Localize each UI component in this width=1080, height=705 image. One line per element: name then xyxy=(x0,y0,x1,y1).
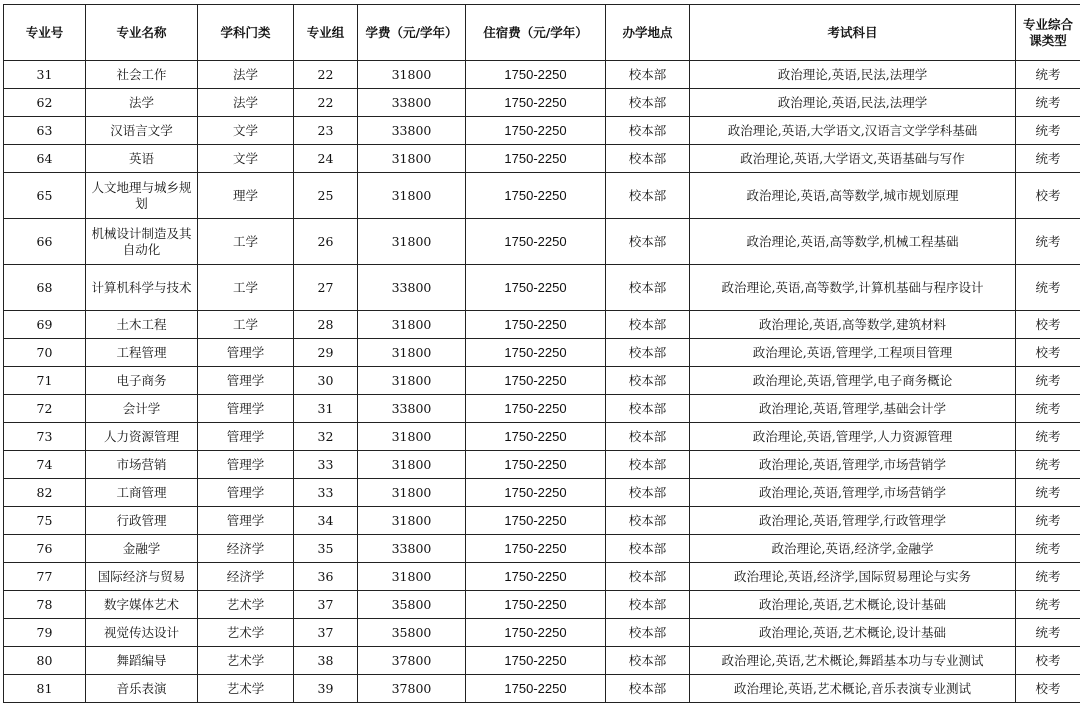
cell-category: 法学 xyxy=(198,61,294,89)
cell-category: 艺术学 xyxy=(198,591,294,619)
cell-subjects: 政治理论,英语,艺术概论,设计基础 xyxy=(690,619,1016,647)
cell-code: 73 xyxy=(4,423,86,451)
cell-lodging: 1750-2250 xyxy=(466,563,606,591)
cell-category: 文学 xyxy=(198,117,294,145)
cell-name: 英语 xyxy=(86,145,198,173)
cell-category: 管理学 xyxy=(198,479,294,507)
cell-tuition: 35800 xyxy=(358,591,466,619)
cell-lodging: 1750-2250 xyxy=(466,619,606,647)
cell-name: 会计学 xyxy=(86,395,198,423)
cell-subjects: 政治理论,英语,高等数学,城市规划原理 xyxy=(690,173,1016,219)
cell-type: 统考 xyxy=(1016,451,1080,479)
cell-code: 78 xyxy=(4,591,86,619)
cell-location: 校本部 xyxy=(606,339,690,367)
cell-subjects: 政治理论,英语,管理学,行政管理学 xyxy=(690,507,1016,535)
cell-name: 电子商务 xyxy=(86,367,198,395)
cell-group: 39 xyxy=(294,675,358,703)
cell-type: 统考 xyxy=(1016,619,1080,647)
cell-type: 统考 xyxy=(1016,265,1080,311)
table-row xyxy=(4,507,1080,535)
cell-tuition: 31800 xyxy=(358,219,466,265)
cell-category: 管理学 xyxy=(198,367,294,395)
cell-subjects: 政治理论,英语,大学语文,英语基础与写作 xyxy=(690,145,1016,173)
cell-code: 79 xyxy=(4,619,86,647)
cell-code: 62 xyxy=(4,89,86,117)
cell-tuition: 31800 xyxy=(358,339,466,367)
cell-type: 统考 xyxy=(1016,591,1080,619)
cell-type: 统考 xyxy=(1016,117,1080,145)
cell-lodging: 1750-2250 xyxy=(466,173,606,219)
cell-location: 校本部 xyxy=(606,219,690,265)
cell-category: 工学 xyxy=(198,265,294,311)
cell-name: 土木工程 xyxy=(86,311,198,339)
table-row xyxy=(4,145,1080,173)
cell-group: 23 xyxy=(294,117,358,145)
cell-group: 36 xyxy=(294,563,358,591)
cell-tuition: 31800 xyxy=(358,61,466,89)
cell-name: 人文地理与城乡规划 xyxy=(86,173,198,219)
cell-location: 校本部 xyxy=(606,173,690,219)
table-row xyxy=(4,395,1080,423)
cell-subjects: 政治理论,英语,高等数学,机械工程基础 xyxy=(690,219,1016,265)
cell-lodging: 1750-2250 xyxy=(466,535,606,563)
cell-lodging: 1750-2250 xyxy=(466,675,606,703)
cell-lodging: 1750-2250 xyxy=(466,339,606,367)
cell-group: 31 xyxy=(294,395,358,423)
cell-name: 行政管理 xyxy=(86,507,198,535)
cell-tuition: 33800 xyxy=(358,535,466,563)
cell-group: 34 xyxy=(294,507,358,535)
header-type: 专业综合课类型 xyxy=(1016,5,1080,61)
cell-code: 69 xyxy=(4,311,86,339)
cell-tuition: 33800 xyxy=(358,89,466,117)
cell-type: 统考 xyxy=(1016,145,1080,173)
cell-tuition: 35800 xyxy=(358,619,466,647)
cell-code: 75 xyxy=(4,507,86,535)
table-row xyxy=(4,647,1080,675)
header-tuition: 学费（元/学年） xyxy=(358,5,466,61)
cell-name: 社会工作 xyxy=(86,61,198,89)
table-row xyxy=(4,479,1080,507)
table-row xyxy=(4,535,1080,563)
cell-type: 统考 xyxy=(1016,563,1080,591)
cell-subjects: 政治理论,英语,艺术概论,音乐表演专业测试 xyxy=(690,675,1016,703)
cell-subjects: 政治理论,英语,民法,法理学 xyxy=(690,61,1016,89)
cell-name: 法学 xyxy=(86,89,198,117)
cell-type: 校考 xyxy=(1016,311,1080,339)
cell-location: 校本部 xyxy=(606,423,690,451)
table-row xyxy=(4,563,1080,591)
cell-subjects: 政治理论,英语,管理学,市场营销学 xyxy=(690,451,1016,479)
cell-group: 32 xyxy=(294,423,358,451)
cell-code: 74 xyxy=(4,451,86,479)
cell-name: 视觉传达设计 xyxy=(86,619,198,647)
table-row xyxy=(4,619,1080,647)
header-name: 专业名称 xyxy=(86,5,198,61)
cell-lodging: 1750-2250 xyxy=(466,311,606,339)
cell-subjects: 政治理论,英语,管理学,市场营销学 xyxy=(690,479,1016,507)
cell-location: 校本部 xyxy=(606,535,690,563)
header-location: 办学地点 xyxy=(606,5,690,61)
cell-code: 71 xyxy=(4,367,86,395)
cell-tuition: 31800 xyxy=(358,145,466,173)
cell-type: 统考 xyxy=(1016,89,1080,117)
cell-group: 25 xyxy=(294,173,358,219)
table-row xyxy=(4,89,1080,117)
cell-name: 市场营销 xyxy=(86,451,198,479)
table-row xyxy=(4,339,1080,367)
cell-tuition: 31800 xyxy=(358,367,466,395)
cell-code: 81 xyxy=(4,675,86,703)
cell-group: 33 xyxy=(294,451,358,479)
cell-group: 37 xyxy=(294,619,358,647)
cell-group: 24 xyxy=(294,145,358,173)
cell-type: 校考 xyxy=(1016,675,1080,703)
table-row xyxy=(4,219,1080,265)
cell-group: 38 xyxy=(294,647,358,675)
cell-lodging: 1750-2250 xyxy=(466,507,606,535)
cell-code: 72 xyxy=(4,395,86,423)
header-row xyxy=(4,5,1080,61)
cell-group: 37 xyxy=(294,591,358,619)
admissions-table xyxy=(3,4,1080,703)
cell-type: 统考 xyxy=(1016,395,1080,423)
cell-subjects: 政治理论,英语,民法,法理学 xyxy=(690,89,1016,117)
cell-code: 80 xyxy=(4,647,86,675)
cell-tuition: 31800 xyxy=(358,563,466,591)
cell-type: 统考 xyxy=(1016,219,1080,265)
cell-lodging: 1750-2250 xyxy=(466,451,606,479)
cell-code: 63 xyxy=(4,117,86,145)
cell-location: 校本部 xyxy=(606,265,690,311)
cell-subjects: 政治理论,英语,大学语文,汉语言文学学科基础 xyxy=(690,117,1016,145)
cell-lodging: 1750-2250 xyxy=(466,647,606,675)
cell-lodging: 1750-2250 xyxy=(466,367,606,395)
cell-group: 22 xyxy=(294,61,358,89)
cell-lodging: 1750-2250 xyxy=(466,219,606,265)
cell-lodging: 1750-2250 xyxy=(466,265,606,311)
cell-lodging: 1750-2250 xyxy=(466,591,606,619)
cell-location: 校本部 xyxy=(606,675,690,703)
cell-lodging: 1750-2250 xyxy=(466,423,606,451)
cell-tuition: 33800 xyxy=(358,117,466,145)
cell-lodging: 1750-2250 xyxy=(466,61,606,89)
table-row xyxy=(4,423,1080,451)
cell-category: 文学 xyxy=(198,145,294,173)
cell-name: 舞蹈编导 xyxy=(86,647,198,675)
cell-tuition: 31800 xyxy=(358,479,466,507)
cell-location: 校本部 xyxy=(606,395,690,423)
cell-subjects: 政治理论,英语,管理学,电子商务概论 xyxy=(690,367,1016,395)
cell-subjects: 政治理论,英语,管理学,工程项目管理 xyxy=(690,339,1016,367)
cell-location: 校本部 xyxy=(606,117,690,145)
cell-code: 77 xyxy=(4,563,86,591)
cell-location: 校本部 xyxy=(606,591,690,619)
cell-tuition: 31800 xyxy=(358,507,466,535)
cell-subjects: 政治理论,英语,经济学,金融学 xyxy=(690,535,1016,563)
cell-name: 汉语言文学 xyxy=(86,117,198,145)
cell-tuition: 31800 xyxy=(358,311,466,339)
cell-code: 82 xyxy=(4,479,86,507)
table-row xyxy=(4,591,1080,619)
cell-name: 人力资源管理 xyxy=(86,423,198,451)
cell-type: 校考 xyxy=(1016,339,1080,367)
cell-type: 统考 xyxy=(1016,61,1080,89)
cell-tuition: 31800 xyxy=(358,423,466,451)
cell-group: 26 xyxy=(294,219,358,265)
cell-group: 22 xyxy=(294,89,358,117)
cell-category: 法学 xyxy=(198,89,294,117)
cell-name: 数字媒体艺术 xyxy=(86,591,198,619)
cell-location: 校本部 xyxy=(606,563,690,591)
cell-subjects: 政治理论,英语,管理学,人力资源管理 xyxy=(690,423,1016,451)
cell-tuition: 33800 xyxy=(358,395,466,423)
cell-category: 管理学 xyxy=(198,395,294,423)
cell-tuition: 37800 xyxy=(358,647,466,675)
cell-category: 工学 xyxy=(198,219,294,265)
cell-code: 65 xyxy=(4,173,86,219)
header-lodging: 住宿费（元/学年） xyxy=(466,5,606,61)
cell-subjects: 政治理论,英语,管理学,基础会计学 xyxy=(690,395,1016,423)
cell-tuition: 31800 xyxy=(358,173,466,219)
cell-tuition: 37800 xyxy=(358,675,466,703)
cell-type: 统考 xyxy=(1016,507,1080,535)
cell-group: 30 xyxy=(294,367,358,395)
cell-type: 校考 xyxy=(1016,647,1080,675)
cell-category: 理学 xyxy=(198,173,294,219)
cell-type: 统考 xyxy=(1016,535,1080,563)
cell-name: 国际经济与贸易 xyxy=(86,563,198,591)
cell-location: 校本部 xyxy=(606,647,690,675)
cell-code: 64 xyxy=(4,145,86,173)
table-row xyxy=(4,173,1080,219)
cell-location: 校本部 xyxy=(606,89,690,117)
cell-location: 校本部 xyxy=(606,619,690,647)
table-row xyxy=(4,367,1080,395)
cell-subjects: 政治理论,英语,高等数学,建筑材料 xyxy=(690,311,1016,339)
cell-name: 金融学 xyxy=(86,535,198,563)
cell-category: 管理学 xyxy=(198,339,294,367)
header-code: 专业号 xyxy=(4,5,86,61)
cell-group: 27 xyxy=(294,265,358,311)
cell-location: 校本部 xyxy=(606,507,690,535)
cell-code: 66 xyxy=(4,219,86,265)
cell-name: 工程管理 xyxy=(86,339,198,367)
table-row xyxy=(4,265,1080,311)
cell-lodging: 1750-2250 xyxy=(466,89,606,117)
cell-location: 校本部 xyxy=(606,145,690,173)
cell-lodging: 1750-2250 xyxy=(466,117,606,145)
cell-location: 校本部 xyxy=(606,61,690,89)
cell-lodging: 1750-2250 xyxy=(466,395,606,423)
cell-category: 经济学 xyxy=(198,535,294,563)
cell-location: 校本部 xyxy=(606,367,690,395)
cell-subjects: 政治理论,英语,艺术概论,设计基础 xyxy=(690,591,1016,619)
cell-category: 管理学 xyxy=(198,451,294,479)
cell-tuition: 31800 xyxy=(358,451,466,479)
cell-group: 28 xyxy=(294,311,358,339)
cell-code: 31 xyxy=(4,61,86,89)
header-group: 专业组 xyxy=(294,5,358,61)
cell-type: 统考 xyxy=(1016,367,1080,395)
table-row xyxy=(4,61,1080,89)
cell-type: 统考 xyxy=(1016,423,1080,451)
table-row xyxy=(4,675,1080,703)
cell-code: 70 xyxy=(4,339,86,367)
cell-location: 校本部 xyxy=(606,451,690,479)
cell-category: 艺术学 xyxy=(198,647,294,675)
header-subjects: 考试科目 xyxy=(690,5,1016,61)
cell-category: 经济学 xyxy=(198,563,294,591)
table-row xyxy=(4,311,1080,339)
cell-category: 艺术学 xyxy=(198,675,294,703)
cell-subjects: 政治理论,英语,艺术概论,舞蹈基本功与专业测试 xyxy=(690,647,1016,675)
cell-type: 校考 xyxy=(1016,173,1080,219)
cell-location: 校本部 xyxy=(606,479,690,507)
table-row xyxy=(4,451,1080,479)
cell-subjects: 政治理论,英语,高等数学,计算机基础与程序设计 xyxy=(690,265,1016,311)
cell-group: 35 xyxy=(294,535,358,563)
cell-name: 音乐表演 xyxy=(86,675,198,703)
cell-category: 管理学 xyxy=(198,507,294,535)
cell-code: 76 xyxy=(4,535,86,563)
table-row xyxy=(4,117,1080,145)
cell-name: 工商管理 xyxy=(86,479,198,507)
cell-lodging: 1750-2250 xyxy=(466,479,606,507)
cell-category: 艺术学 xyxy=(198,619,294,647)
cell-name: 计算机科学与技术 xyxy=(86,265,198,311)
cell-group: 33 xyxy=(294,479,358,507)
cell-lodging: 1750-2250 xyxy=(466,145,606,173)
cell-subjects: 政治理论,英语,经济学,国际贸易理论与实务 xyxy=(690,563,1016,591)
cell-code: 68 xyxy=(4,265,86,311)
header-category: 学科门类 xyxy=(198,5,294,61)
cell-name: 机械设计制造及其自动化 xyxy=(86,219,198,265)
cell-category: 管理学 xyxy=(198,423,294,451)
cell-tuition: 33800 xyxy=(358,265,466,311)
cell-location: 校本部 xyxy=(606,311,690,339)
cell-category: 工学 xyxy=(198,311,294,339)
cell-group: 29 xyxy=(294,339,358,367)
cell-type: 统考 xyxy=(1016,479,1080,507)
